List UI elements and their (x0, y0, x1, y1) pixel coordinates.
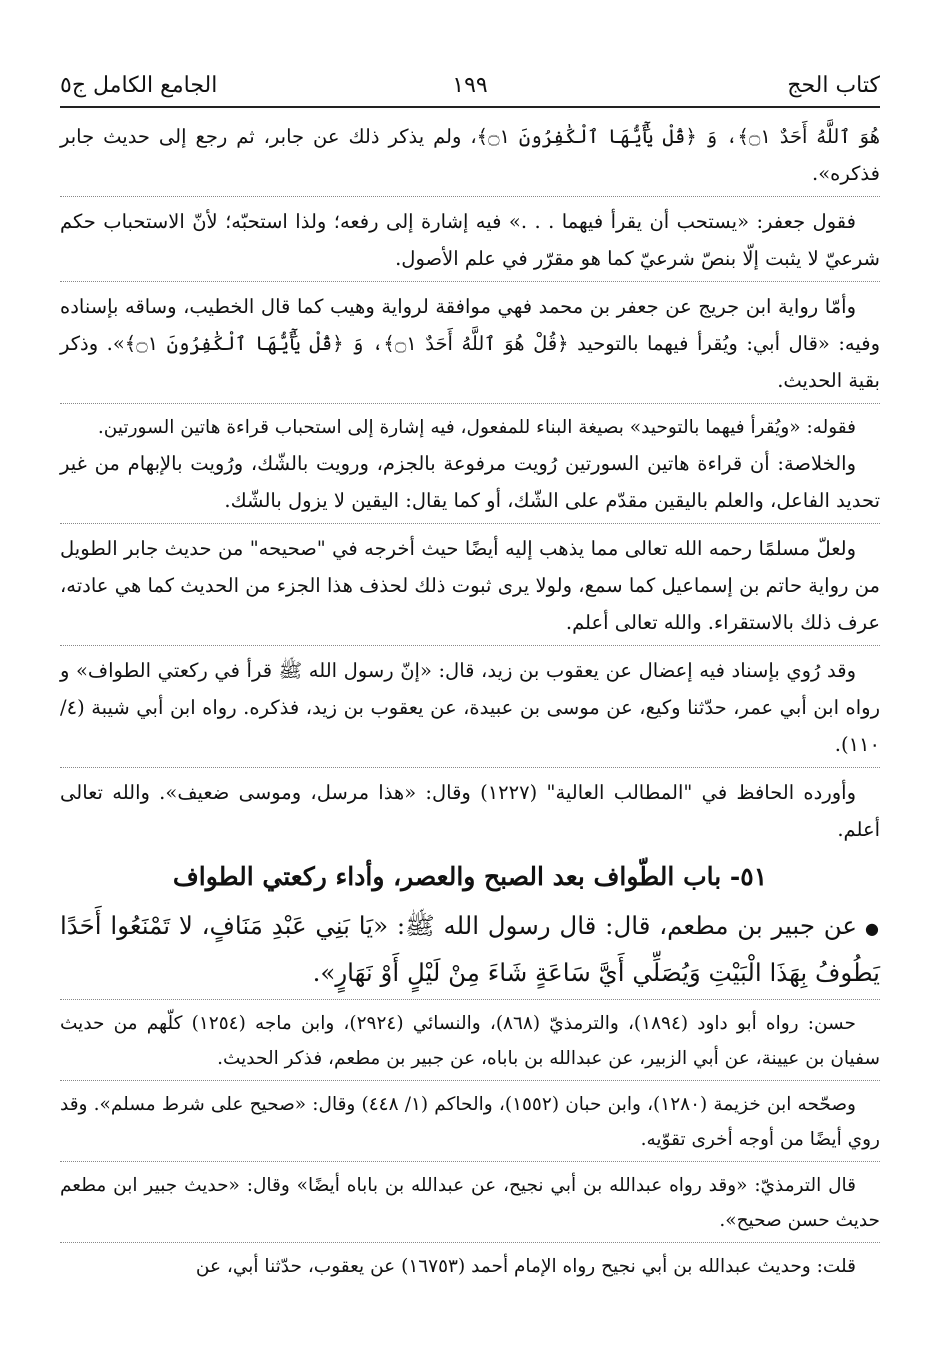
note-1: حسن: رواه أبو داود (١٨٩٤)، والترمذيّ (٨٦٨)، والنسائي (٢٩٢٤)، وابن ماجه (١٢٥٤) كلّهم من حديث سفيان بن عيينة، عن أبي الزبير، عن عبدالله بن باباه، عن جبير بن مطعم، فذكر الحديث. (60, 1013, 880, 1069)
chapter-heading: ٥١- باب الطّواف بعد الصبح والعصر، وأداء ركعتي الطواف (172, 862, 768, 891)
volume-title: الجامع الكامل ج٥ (60, 73, 218, 98)
hadith-text (60, 904, 880, 995)
paragraph-6: ولعلّ مسلمًا رحمه الله تعالى مما يذهب إليه أيضًا حيث أخرجه في "صحيحه" من حديث جابر الطويل من رواية حاتم بن إسماعيل كما سمع، ولولا يرى ثبوت ذلك لحذف هذا الجزء من الحديث كما هي عادته، عرف ذلك بالاستقراء. والله تعالى أعلم. (60, 537, 880, 634)
page-header (60, 62, 880, 108)
paragraph-5: والخلاصة: أن قراءة هاتين السورتين رُويت مرفوعة بالجزم، ورويت بالشّك، ورُويت بالإبهام من غير تحديد الفاعل، والعلم باليقين مقدّم على الشّك، أو كما يقال: اليقين لا يزول بالشّك. (60, 452, 880, 512)
hadith-body: عن جبير بن مطعم، قال: قال رسول الله ﷺ: «يَا بَنِي عَبْدِ مَنَافٍ، لا تَمْنَعُوا أَحَدًا يَطُوفُ بِهَذَا الْبَيْتِ وَيُصَلِّي أَيَّ سَاعَةٍ شَاءَ مِنْ لَيْلٍ أَوْ نَهَارٍ». (60, 911, 880, 987)
paragraph-7: وقد رُوي بإسناد فيه إعضال عن يعقوب بن زيد، قال: «إنّ رسول الله ﷺ قرأ في ركعتي الطواف» و رواه ابن أبي عمر، حدّثنا وكيع، عن موسى بن عبيدة، عن يعقوب بن زيد، فذكره. رواه ابن أبي شيبة (٤/ ١١٠). (60, 659, 880, 756)
separator (60, 1161, 880, 1162)
separator (60, 403, 880, 404)
separator (60, 196, 880, 197)
note-2: وصحّحه ابن خزيمة (١٢٨٠)، وابن حبان (١٥٥٢)، والحاكم (١/ ٤٤٨) وقال: «صحيح على شرط مسلم». وقد روي أيضًا من أوجه أخرى تقوّيه. (60, 1094, 880, 1150)
book-title: كتاب الحج (787, 73, 880, 98)
note-3: قال الترمذيّ: «وقد رواه عبدالله بن أبي نجيح، عن عبدالله بن باباه أيضًا» وقال: «حديث جبير ابن مطعم حديث حسن صحيح». (60, 1175, 880, 1231)
separator (60, 1242, 880, 1243)
paragraph-1: هُوَ ٱللَّهُ أَحَدٌ ۝١﴾، وَ ﴿قُلْ يَٰٓأَيُّهَا ٱلْكَٰفِرُونَ ۝١﴾، ولم يذكر ذلك عن جابر، ثم رجع إلى حديث جابر فذكره». (60, 125, 880, 185)
note-4: قلت: وحديث عبدالله بن أبي نجيح رواه الإمام أحمد (١٦٧٥٣) عن يعقوب، حدّثنا أبي، عن (195, 1256, 856, 1277)
separator (60, 523, 880, 524)
bullet-icon: ● (865, 919, 880, 938)
separator (60, 1080, 880, 1081)
paragraph-8: وأورده الحافظ في "المطالب العالية" (١٢٢٧) وقال: «هذا مرسل، وموسى ضعيف». والله تعالى أعلم. (60, 781, 880, 841)
paragraph-2: فقول جعفر: «يستحب أن يقرأ فيهما . . .» فيه إشارة إلى رفعه؛ ولذا استحبّه؛ لأنّ الاستحباب حكم شرعيّ لا يثبت إلّا بنصّ شرعيّ كما هو مقرّر في علم الأصول. (60, 210, 880, 270)
separator (60, 999, 880, 1000)
paragraph-3: وأمّا رواية ابن جريج عن جعفر بن محمد فهي موافقة لرواية وهيب كما قال الخطيب، وساقه بإسناده وفيه: «قال أبي: ويُقرأ فيهما بالتوحيد ﴿قُلْ هُوَ ٱللَّهُ أَحَدٌ ۝١﴾، وَ ﴿قُلْ يَٰٓأَيُّهَا ٱلْكَٰفِرُونَ ۝١﴾». وذكر بقية الحديث. (60, 295, 880, 392)
page-number: ١٩٩ (452, 73, 488, 98)
paragraph-4: فقوله: «ويُقرأ فيهما بالتوحيد» بصيغة البناء للمفعول، فيه إشارة إلى استحباب قراءة هاتين السورتين. (97, 417, 856, 438)
page-content (60, 118, 880, 1352)
separator (60, 767, 880, 768)
separator (60, 281, 880, 282)
separator (60, 645, 880, 646)
